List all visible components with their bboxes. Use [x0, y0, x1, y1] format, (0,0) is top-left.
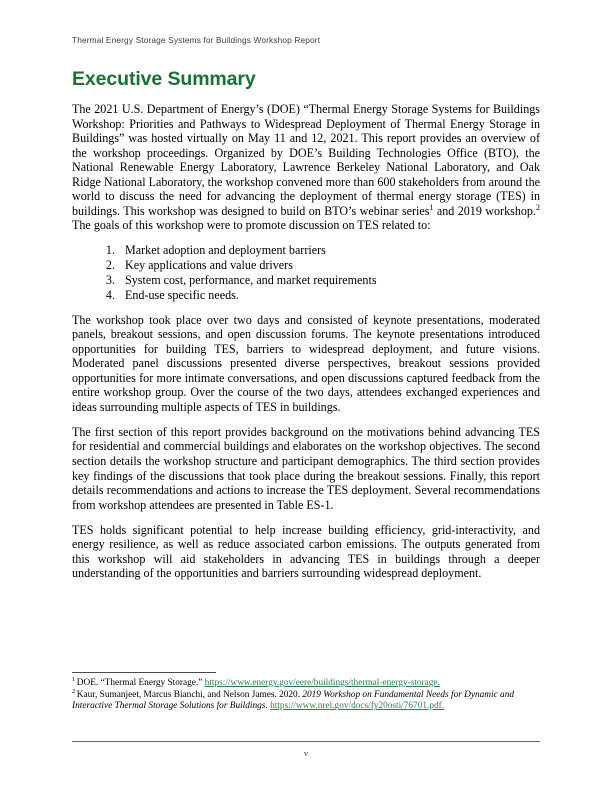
footnote-1	[72, 675, 540, 689]
paragraph-report-sections: The first section of this report provides background on the motivations behind advancing TES for residential and commercial buildings and elaborates on the workshop objectives. The second section details the workshop structure and participant demographics. The third section provides key findings of the discussions that took place during the breakout sessions. Finally, this report details recommendations and actions to increase the TES deployment. Several recommendations from workshop attendees are presented in Table ES-1.	[72, 424, 540, 512]
footnote-1-marker: 1	[72, 675, 76, 683]
list-item: 3. System cost, performance, and market requirements	[118, 273, 540, 288]
footnote-1-link[interactable]: https://www.energy.gov/eere/buildings/thermal-energy-storage.	[204, 678, 440, 688]
page-content	[72, 68, 540, 591]
paragraph-workshop-structure: The workshop took place over two days and consisted of keynote presentations, moderated panels, breakout sessions, and open discussion forums. The keynote presentations introduced opportunities for building TES, barriers to widespread deployment, and future visions. Moderated panel discussions presented diverse perspectives, breakout sessions provided opportunities for more intimate conversations, and open discussions captured feedback from the entire workshop group. Over the course of the two days, attendees exchanged experiences and ideas surrounding multiple aspects of TES in buildings.	[72, 312, 540, 414]
footnote-1-text: DOE. “Thermal Energy Storage.”	[76, 678, 205, 688]
footnote-2-separator: .	[265, 701, 271, 712]
paragraph-conclusion: TES holds significant potential to help increase building efficiency, grid-interactivity, and energy resilience, as well as reduce associated carbon emissions. The outputs generated from this workshop will aid stakeholders in advancing TES in buildings through a deeper understanding of the opportunities and barriers surrounding widespread deployment.	[72, 522, 540, 581]
footer-rule	[72, 741, 540, 742]
list-item: 4. End-use specific needs.	[118, 288, 540, 303]
page-number: v	[303, 748, 309, 758]
footnote-reference-2[interactable]: 2	[536, 202, 540, 212]
footnote-2-text: Kaur, Sumanjeet, Marcus Bianchi, and Nelson James. 2020.	[76, 690, 303, 701]
footnote-separator-rule	[72, 672, 216, 673]
goals-list	[72, 243, 540, 302]
footnote-2-title: 2019 Workshop on Fundamental Needs for Dynamic and Interactive Thermal Storage Solutions for Buildings	[72, 690, 515, 712]
running-header: Thermal Energy Storage Systems for Buildings Workshop Report	[72, 35, 321, 45]
footnote-reference-1[interactable]: 1	[429, 202, 434, 212]
footnote-2-marker: 2	[72, 688, 76, 696]
paragraph-intro	[72, 102, 540, 233]
list-item: 1. Market adoption and deployment barriers	[118, 243, 540, 258]
footnotes-area	[72, 672, 540, 714]
page-title: Executive Summary	[72, 68, 256, 90]
footnote-2-link[interactable]: https://www.nrel.gov/docs/fy20osti/76701.pdf.	[270, 701, 445, 712]
list-item: 2. Key applications and value drivers	[118, 258, 540, 273]
paragraph-intro-text-1: The 2021 U.S. Department of Energy’s (DOE) “Thermal Energy Storage Systems for Buildings Workshop: Priorities and Pathways to Widespread Deployment of Thermal Energy Storage in Buildings” was hosted virtually on May 11 and 12, 2021. This report provides an overview of the workshop proceedings. Organized by DOE’s Building Technologies Office (BTO), the National Renewable Energy Laboratory, Lawrence Berkeley National Laboratory, and Oak Ridge National Laboratory, the workshop convened more than 600 stakeholders from around the world to discuss the need for advancing the deployment of thermal energy storage (TES) in buildings. This workshop was designed to build on BTO’s webinar series	[72, 102, 540, 218]
footnote-2	[72, 690, 540, 712]
paragraph-intro-text-3: The goals of this workshop were to promote discussion on TES related to:	[72, 218, 431, 233]
paragraph-intro-text-2: and 2019 workshop.	[433, 203, 536, 218]
